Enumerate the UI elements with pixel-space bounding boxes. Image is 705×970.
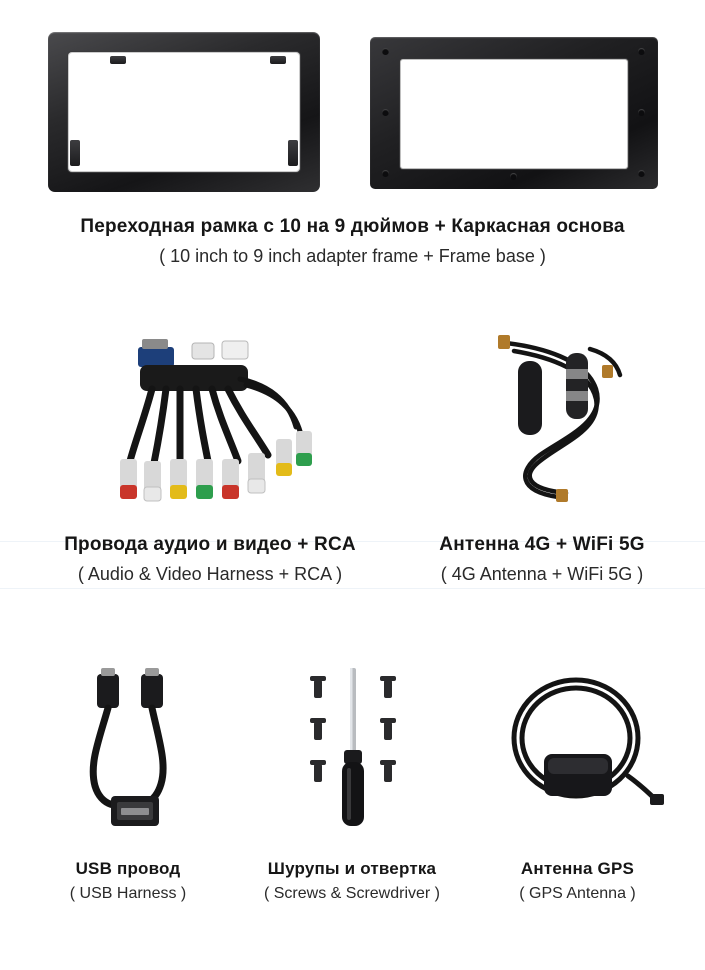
- mounting-hole: [510, 173, 517, 180]
- caption-en: ( GPS Antenna ): [519, 885, 636, 903]
- section-frames: [0, 0, 705, 300]
- caption-ru: Провода аудио и видео + RCA: [64, 534, 356, 555]
- caption-en: ( 10 inch to 9 inch adapter frame + Frame base ): [159, 245, 546, 266]
- mounting-hole: [382, 109, 389, 116]
- mounting-hole: [382, 48, 389, 55]
- caption-ru: Переходная рамка с 10 на 9 дюймов + Каркасная основа: [80, 216, 625, 237]
- caption-usb-harness: [28, 858, 228, 905]
- caption-frames: [0, 215, 705, 268]
- mounting-hole: [638, 48, 645, 55]
- gps-antenna-icon: [500, 658, 670, 848]
- caption-ru: Шурупы и отвертка: [267, 859, 437, 878]
- frame-tab: [288, 140, 298, 166]
- caption-gps-antenna: [470, 858, 685, 905]
- wiring-harness-icon: [100, 335, 330, 520]
- caption-en: ( Audio & Video Harness + RCA ): [77, 563, 343, 584]
- frame-tab: [110, 56, 126, 64]
- caption-antenna-4g-wifi: [392, 533, 692, 586]
- antenna-icon: [470, 325, 650, 510]
- caption-en: ( 4G Antenna + WiFi 5G ): [440, 563, 644, 584]
- caption-en: ( USB Harness ): [69, 885, 187, 903]
- section-harness-antenna: [0, 315, 705, 605]
- frame-base-icon: [370, 37, 658, 189]
- screwdriver-icon: [300, 658, 410, 848]
- caption-audio-video-harness: [20, 533, 400, 586]
- mounting-hole: [382, 170, 389, 177]
- usb-cable-icon: [55, 660, 215, 850]
- caption-ru: Антенна 4G + WiFi 5G: [439, 534, 645, 555]
- frame-tab: [270, 56, 286, 64]
- caption-ru: USB провод: [75, 859, 181, 878]
- frame-tab: [70, 140, 80, 166]
- mounting-hole: [638, 170, 645, 177]
- mounting-hole: [638, 109, 645, 116]
- caption-en: ( Screws & Screwdriver ): [263, 885, 441, 903]
- section-accessories: [0, 640, 705, 960]
- caption-screws-screwdriver: [228, 858, 476, 905]
- adapter-frame-icon: [48, 32, 320, 192]
- caption-ru: Антенна GPS: [520, 859, 635, 878]
